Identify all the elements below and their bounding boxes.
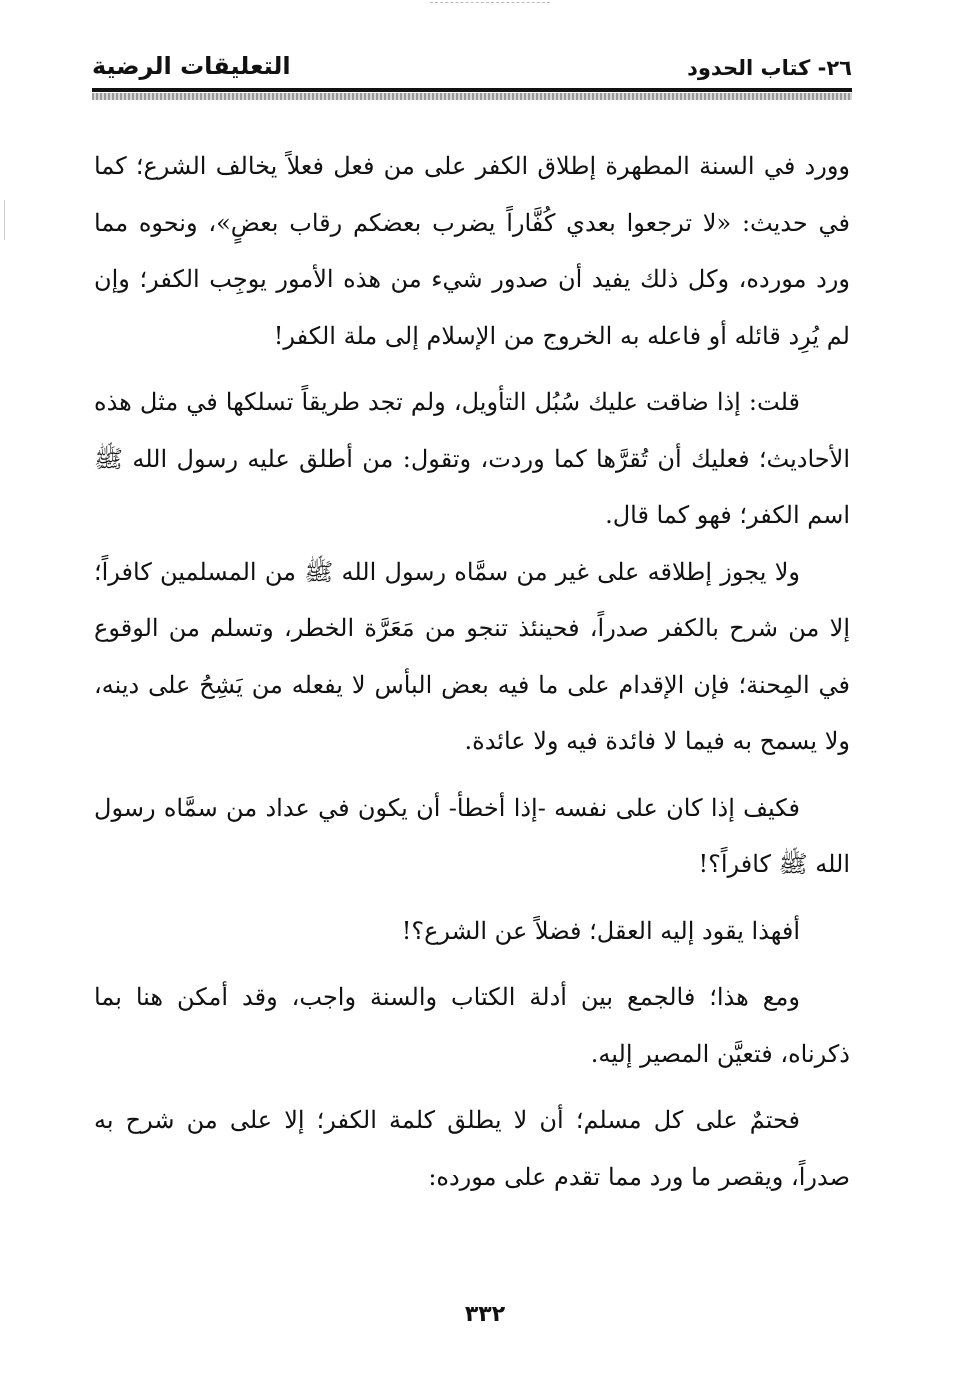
header-rule <box>92 88 852 92</box>
book-title: التعليقات الرضية <box>92 52 291 80</box>
paragraph-2: قلت: إذا ضاقت عليك سُبُل التأويل، ولم تجد طريقاً تسلكها في مثل هذه الأحاديث؛ فعليك أن تُقرَّها كما وردت، وتقول: من أطلق عليه رسول الله ﷺ اسم الكفر؛ فهو كما قال. <box>94 388 850 529</box>
paragraph-5: أفهذا يقود إليه العقل؛ فضلاً عن الشرع؟! <box>401 916 800 945</box>
paragraph-1: وورد في السنة المطهرة إطلاق الكفر على من فعل فعلاً يخالف الشرع؛ كما في حديث: «لا ترجعوا بعدي كُفَّاراً يضرب بعضكم رقاب بعضٍ»، ونحوه مما ورد مورده، وكل ذلك يفيد أن صدور شيء من هذه الأمور يوجِب الكفر؛ وإن لم يُرِد قائله أو فاعله به الخروج من الإسلام إلى ملة الكفر! <box>94 152 851 350</box>
scan-artifact-left <box>4 200 5 240</box>
paragraph-3: ولا يجوز إطلاقه على غير من سمَّاه رسول الله ﷺ من المسلمين كافراً؛ إلا من شرح بالكفر صدراً، فحينئذ تنجو من مَعَرَّة الخطر، وتسلم من الوقوع في المِحنة؛ فإن الإقدام على ما فيه بعض البأس لا يفعله من يَشِحُ على دينه، ولا يسمح به فيما لا فائدة فيه ولا عائدة. <box>94 557 850 755</box>
running-header <box>92 52 852 92</box>
paragraph-4: فكيف إذا كان على نفسه -إذا أخطأ- أن يكون في عداد من سمَّاه رسول الله ﷺ كافراً؟! <box>94 793 850 878</box>
paragraph-6: ومع هذا؛ فالجمع بين أدلة الكتاب والسنة واجب، وقد أمكن هنا بما ذكرناه، فتعيَّن المصير إليه. <box>94 983 850 1068</box>
scan-artifact-top <box>430 2 550 3</box>
paragraph-7: فحتمٌ على كل مسلم؛ أن لا يطلق كلمة الكفر؛ إلا على من شرح به صدراً، ويقصر ما ورد مما تقدم على مورده: <box>94 1106 850 1191</box>
header-rule-shade <box>92 93 852 100</box>
body-text <box>94 138 850 1205</box>
page-number: ٣٣٢ <box>464 1302 506 1327</box>
chapter-title: ٢٦- كتاب الحدود <box>687 56 852 80</box>
